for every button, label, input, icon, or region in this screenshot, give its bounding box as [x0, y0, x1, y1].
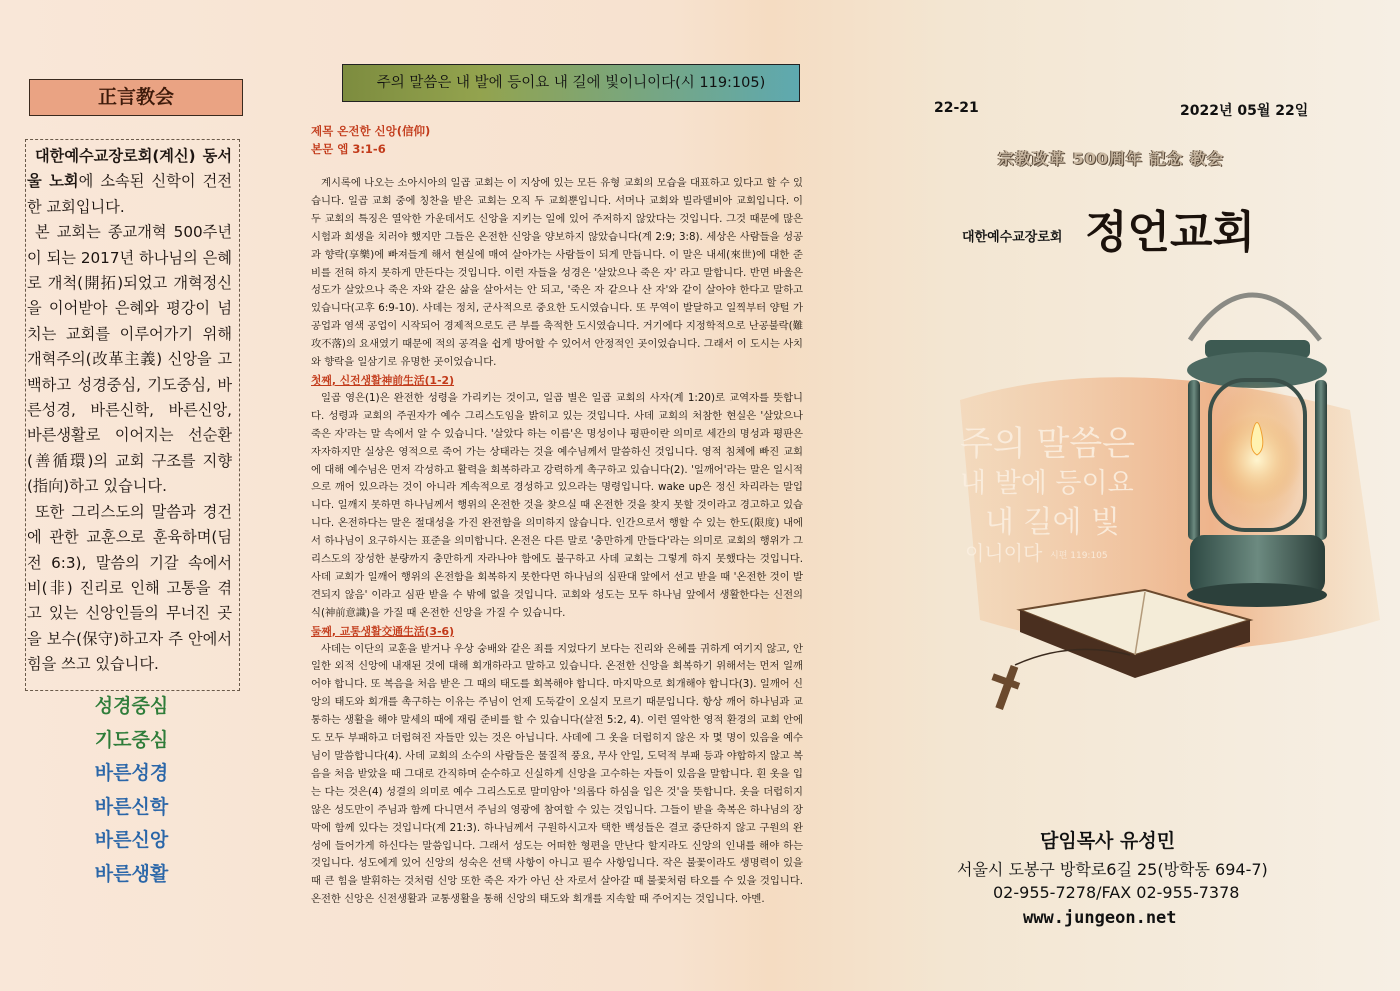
issue-number: 22-21 — [934, 100, 979, 116]
church-intro — [27, 144, 232, 678]
theme-verse-banner: 주의 말씀은 내 발에 등이요 내 길에 빛이니이다(시 119:105) — [342, 64, 800, 102]
section-2-title: 둘째, 교통생활交通生活(3-6) — [311, 624, 455, 638]
sermon-panel — [300, 0, 820, 991]
slogan-item: 바른신학 — [94, 795, 169, 818]
left-panel — [0, 0, 285, 991]
cover-panel — [840, 0, 1400, 991]
intro-paragraph-1 — [27, 144, 232, 220]
sermon-intro: 계시록에 나오는 소아시아의 일곱 교회는 이 지상에 있는 모든 유형 교회의 모습을 대표하고 있다고 할 수 있습니다. 일곱 교회 중에 칭찬을 받은 교회는 오직 두 교회뿐입니다. 서머나 교회와 빌라델비아 교회입니다. 이 두 교회의 특징은 열악한 가운데서도 신앙을 지키는 일에 있어 주저하지 않았다는 것입니다. 그것 때문에 많은 시험과 희생을 치러야 했지만 그들은 온전한 신앙을 양보하지 않았습니다(계 2:9; 3:8). 세상은 사람들을 성공과 향락(享樂)에 빠져들게 해서 현실에 매여 살아가는 사람들이 되게 만듭니다. 이 말은 내세(來世)에 대한 준비를 전혀 하지 못하게 만든다는 것입니다. 이런 자들을 성경은 '살았으나 죽은 자' 라고 말합니다. 반면 바울은 성도가 살았으나 죽은 자와 같은 삶을 살아서는 안 되고, '죽은 자 같으나 산 자'와 같이 살아야 한다고 말하고 있습니다(고후 6:9-10). 사데는 정치, 군사적으로 중요한 도시였습니다. 또 무역이 발달하고 일찍부터 양털 가공업과 염색 공업이 시작되어 경제적으로도 큰 부를 축적한 도시였습니다. 거기에다 지정학적으로 난공불락(難攻不落)의 요새였기 때문에 적의 공격을 쉽게 방어할 수 있어서 안정적인 곳이었습니다. 그래서 이 도시는 사치와 향락을 일삼기로 유명한 곳이었습니다. — [311, 177, 803, 369]
sermon-scripture: 본문 엡 3:1-6 — [311, 142, 386, 156]
memorial-subtitle: 宗教改革 500周年 記念 教会 — [998, 149, 1225, 168]
bulletin-date: 2022년 05월 22일 — [1180, 103, 1309, 119]
church-address: 서울시 도봉구 방학로6길 25(방학동 694-7) — [957, 860, 1268, 879]
section-2-text: 사데는 이단의 교훈을 받거나 우상 숭배와 같은 죄를 지었다기 보다는 진리와 은혜를 귀하게 여기지 않고, 안일한 외적 신앙에 내재된 것에 대해 회개하라고 말하고 있습니다. 온전한 신앙을 회복하기 위해서는 먼저 일깨어야 합니다. 또 복음을 처음 받은 그 때의 태도를 회복해야 합니다. 마지막으로 회개해야 합니다(3). 일깨어 신앙의 태도와 회개를 촉구하는 이유는 주님이 언제 도둑같이 오실지 모르기 때문입니다. 항상 깨어 하나님과 교통하는 생활을 해야 말세의 때에 재림 준비를 할 수 있습니다(살전 5:2, 4). 이런 열악한 영적 환경의 교회 안에도 모두 부패하고 더럽혀진 자들만 있는 것은 아닙니다. 사데에 그 옷을 더럽히지 않은 자 몇 명이 있음을 예수님이 말씀합니다(4). 사데 교회의 소수의 사람들은 물질적 풍요, 무사 안일, 도덕적 부패 등과 야합하지 않고 복음을 처음 받았을 때 그대로 간직하며 순수하고 신실하게 신앙을 고수하는 자들이 있음을 말합니다. 흰 옷을 입는 다는 것은(4) 성결의 의미로 예수 그리스도로 말미암아 '의롭다 하심을 입은 것'을 뜻합니다. 옷을 더럽히지 않은 성도만이 주님과 함께 다니면서 주님의 영광에 참여할 수 있는 것입니다. 그들이 받을 축복은 하나님의 장막에 함께 있다는 것입니다(계 21:3). 하나님께서 구원하시고자 택한 백성들은 결코 중단하지 않고 구원의 완성에 들어가게 하신다는 말씀입니다. 그래서 성도는 어떠한 형편을 만난다 할지라도 신앙의 인내를 해야 하는 것입니다. 성도에게 있어 신앙의 성숙은 선택 사항이 아니고 필수 사항입니다. 작은 불꽃이라도 생명력이 있을 때 큰 힘을 발휘하는 것처럼 신앙 또한 죽은 자가 아닌 산 자로서 살아갈 때 불꽃처럼 타오를 수 있을 것입니다. 온전한 신앙은 신전생활과 교통생활을 통해 신앙의 태도와 회개를 지속할 때 주어지는 것입니다. 아멘. — [311, 642, 803, 906]
slogan-item: 성경중심 — [94, 695, 169, 717]
church-phone: 02-955-7278/FAX 02-955-7378 — [993, 883, 1240, 902]
art-verse-ref: 시편 119:105 — [1050, 551, 1108, 561]
slogan-list — [25, 690, 238, 905]
slogan-item: 바른신앙 — [94, 829, 169, 851]
intro-paragraph-3: 또한 그리스도의 말씀과 경건에 관한 교훈으로 훈육하며(딤전 6:3), 말씀의 기갈 속에서 비(非) 진리로 인해 고통을 겪고 있는 신앙인들의 무너진 곳을 보수(保守)하고자 주 안에서 힘을 쓰고 있습니다. — [27, 502, 232, 674]
section-1-text: 일곱 영은(1)은 완전한 성령을 가리키는 것이고, 일곱 별은 일곱 교회의 사자(계 1:20)로 교역자를 뜻합니다. 성령과 교회의 주권자가 예수 그리스도임을 밝히고 있는 것입니다. 사데 교회의 처참한 현실은 '살았으나 죽은 자'라는 말 속에서 알 수 있습니다. '살았다 하는 이름'은 명성이나 평판이란 의미로 세간의 명성과 평판은 자자하지만 실상은 영적으로 죽어 가는 상태라는 것을 예수님께서 말씀하신 것입니다. 영적 침체에 빠진 교회에 대해 예수님은 먼저 각성하고 활력을 회복하라고 강력하게 촉구하고 있습니다(2). '일깨어'라는 말은 일시적으로 깨어 있으라는 것이 아니라 계속적으로 경성하고 있으라는 명령입니다. wake up은 정신 차리라는 말입니다. 일깨지 못하면 하나님께서 행위의 온전한 것을 찾으실 때 온전한 것을 찾지 못할 것이라고 경고하고 있습니다. 온전하다는 말은 절대성을 가진 완전함을 의미하지 않습니다. 인간으로서 행할 수 있는 한도(限度) 내에서 하나님이 요구하시는 표준을 의미합니다. 온전은 다른 말로 '충만하게 만들다'라는 의미로 교회의 행위가 그리스도의 장성한 분량까지 충만하게 자라나야 함에도 불구하고 사데 교회는 그렇게 하지 못했다는 것입니다. 사데 교회가 일깨어 행위의 온전함을 회복하지 못한다면 하나님의 심판대 앞에서 선고 받을 때 '온전한 것이 발견되지 않음' 이라고 심판 받을 수 밖에 없을 것입니다. 교회와 성도는 모두 하나님 앞에서 생활한다는 신전의식(神前意識)을 가질 때 온전한 신앙을 가질 수 있습니다. — [311, 391, 803, 619]
church-name-hanja: 正言教会 — [29, 79, 243, 116]
art-verse-line: 이니이다 — [965, 541, 1043, 565]
slogan-item: 기도중심 — [94, 728, 169, 751]
pastor-name: 담임목사 유성민 — [1040, 830, 1176, 852]
sermon-body — [311, 175, 803, 909]
art-verse-line: 내 발에 등이요 — [960, 468, 1134, 499]
intro-lead-bold: 대한예수교장로회(계신) 동서울 노회 — [27, 147, 232, 191]
church-name-title: 정언교회 — [1085, 207, 1256, 258]
intro-lead-rest: 에 소속된 신학이 건전한 교회입니다. — [27, 172, 232, 216]
art-verse-line: 주의 말씀은 — [960, 424, 1136, 464]
church-website: www.jungeon.net — [1023, 908, 1177, 928]
art-verse-line: 내 길에 빛 — [985, 505, 1120, 540]
sermon-header — [311, 122, 430, 158]
intro-paragraph-2: 본 교회는 종교개혁 500주년이 되는 2017년 하나님의 은혜로 개척(開拓)되었고 개혁정신을 이어받아 은혜와 평강이 넘치는 교회를 이루어가기 위해 개혁주의(改革主義) 신앙을 고백하고 성경중심, 기도중심, 바른성경, 바른신학, 바른신앙, 바른생활로 이어지는 선순환(善循環)의 교회 구조를 지향(指向)하고 있습니다. — [27, 223, 232, 496]
slogan-item: 바른생활 — [94, 862, 169, 885]
denomination-label: 대한예수교장로회 — [962, 230, 1063, 245]
section-1-title: 첫째, 신전생활神前生活(1-2) — [311, 373, 455, 387]
lantern-bible-illustration — [920, 260, 1390, 730]
sermon-title: 제목 온전한 신앙(信仰) — [311, 124, 431, 138]
slogan-item: 바른성경 — [94, 762, 169, 784]
